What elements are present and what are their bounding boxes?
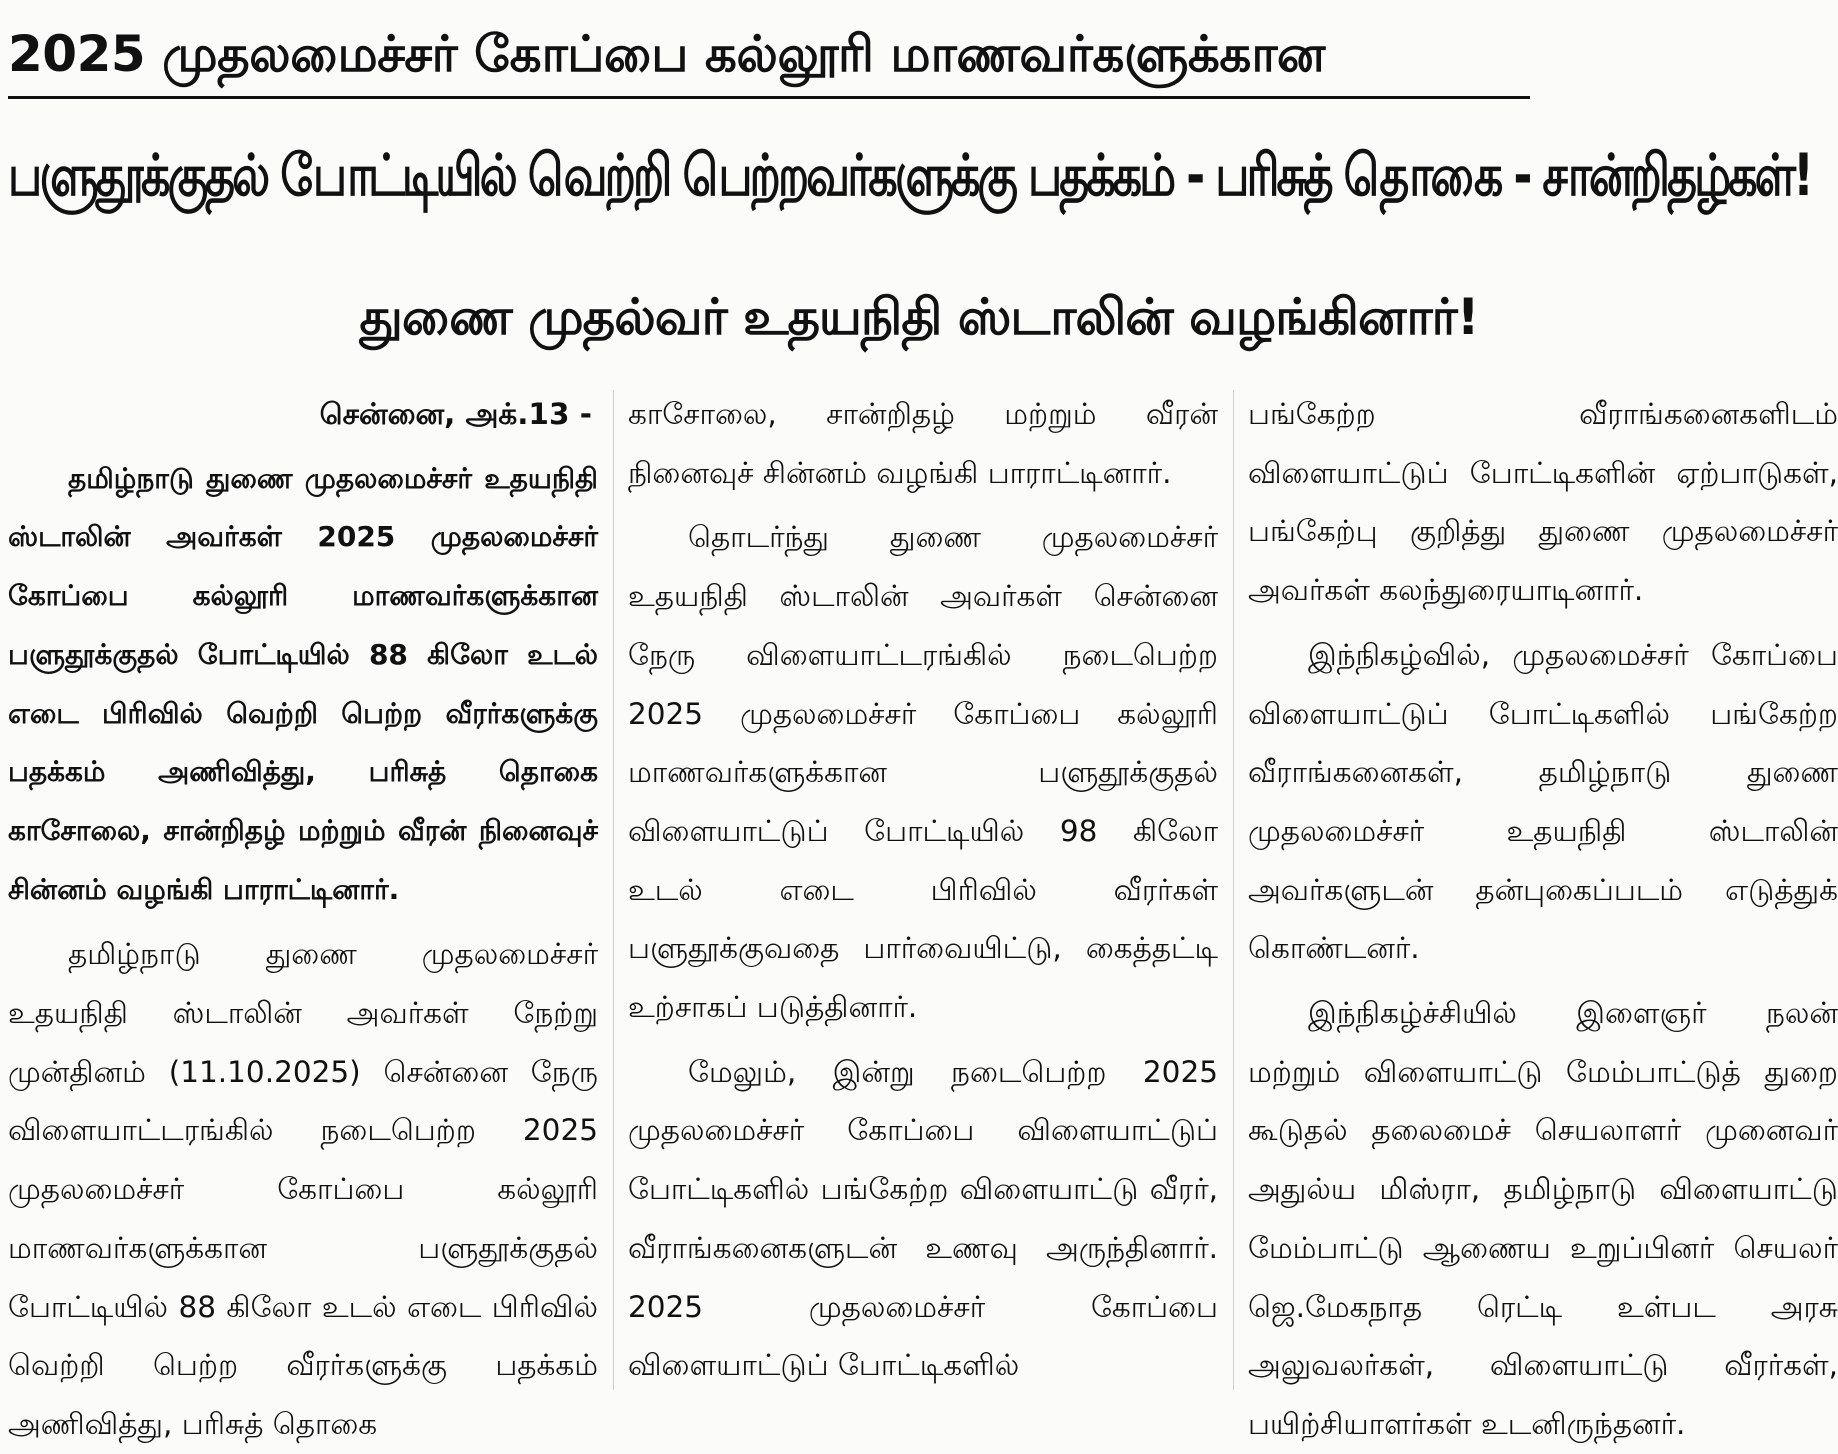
paragraph-3: மேலும், இன்று நடைபெற்ற 2025 முதலமைச்சர் கோப்பை விளையாட்டுப் போட்டிகளில் பங்கேற்ற விளையாட்டு வீரர், வீராங்கனைகளுடன் உணவு அருந்தினார். 2025 முதலமைச்சர் கோப்பை விளையாட்டுப் போட்டிகளில் (628, 1054, 1218, 1383)
paragraph-4: இந்நிகழ்வில், முதலமைச்சர் கோப்பை விளையாட்டுப் போட்டிகளில் பங்கேற்ற வீராங்கனைகள், தமிழ்நாடு துணை முதலமைச்சர் உதயநிதி ஸ்டாலின் அவர்களுடன் தன்புகைப்படம் எடுத்துக் கொண்டனர். (1248, 637, 1838, 966)
paragraph-1: தமிழ்நாடு துணை முதலமைச்சர் உதயநிதி ஸ்டாலின் அவர்கள் நேற்று முன்தினம் (11.10.2025) சென்னை நேரு விளையாட்டரங்கில் நடைபெற்ற 2025 முதலமைச்சர் கோப்பை கல்லூரி மாணவர்களுக்கான பளுதூக்குதல் போட்டியில் 88 கிலோ உடல் எடை பிரிவில் வெற்றி பெற்ற வீரர்களுக்கு பதக்கம் அணிவித்து, பரிசுத் தொகை (8, 937, 598, 1441)
article-column-3 (1248, 385, 1838, 1441)
headline-line-2: பளுதூக்குதல் போட்டியில் வெற்றி பெற்றவர்களுக்கு பதக்கம் - பரிசுத் தொகை - சான்றிதழ்கள்! (8, 141, 1811, 209)
headline-line-1: 2025 முதலமைச்சர் கோப்பை கல்லூரி மாணவர்களுக்கான (8, 25, 1325, 83)
column-divider-1 (613, 390, 614, 1390)
article-column-2 (628, 385, 1218, 1398)
article-column-1 (8, 385, 598, 1441)
paragraph-5: இந்நிகழ்ச்சியில் இளைஞர் நலன் மற்றும் விளையாட்டு மேம்பாட்டுத் துறை கூடுதல் தலைமைச் செயலாளர் முனைவர் அதுல்ய மிஸ்ரா, தமிழ்நாடு விளையாட்டு மேம்பாட்டு ஆணைய உறுப்பினர் செயலர் ஜெ.மேகநாத ரெட்டி உள்பட அரசு அலுவலர்கள், விளையாட்டு வீரர்கள், பயிற்சியாளர்கள் உடனிருந்தனர். (1248, 996, 1838, 1441)
headline-underline (8, 96, 1530, 99)
dateline: சென்னை, அக்.13 - (319, 397, 592, 431)
headline-line-3: துணை முதல்வர் உதயநிதி ஸ்டாலின் வழங்கினார்! (359, 288, 1479, 346)
paragraph-2: தொடர்ந்து துணை முதலமைச்சர் உதயநிதி ஸ்டாலின் அவர்கள் சென்னை நேரு விளையாட்டரங்கில் நடைபெற்ற 2025 முதலமைச்சர் கோப்பை கல்லூரி மாணவர்களுக்கான பளுதூக்குதல் விளையாட்டுப் போட்டியில் 98 கிலோ உடல் எடை பிரிவில் வீரர்கள் பளுதூக்குவதை பார்வையிட்டு, கைத்தட்டி உற்சாகப் படுத்தினார். (628, 520, 1218, 1025)
column-divider-2 (1233, 390, 1234, 1390)
lead-paragraph: தமிழ்நாடு துணை முதலமைச்சர் உதயநிதி ஸ்டாலின் அவர்கள் 2025 முதலமைச்சர் கோப்பை கல்லூரி மாணவர்களுக்கான பளுதூக்குதல் போட்டியில் 88 கிலோ உடல் எடை பிரிவில் வெற்றி பெற்ற வீரர்களுக்கு பதக்கம் அணிவித்து, பரிசுத் தொகை காசோலை, சான்றிதழ் மற்றும் வீரன் நினைவுச் சின்னம் வழங்கி பாராட்டினார். (8, 461, 598, 906)
paragraph-1-continued: காசோலை, சான்றிதழ் மற்றும் வீரன் நினைவுச் சின்னம் வழங்கி பாராட்டினார். (628, 397, 1218, 490)
paragraph-3-continued: பங்கேற்ற வீராங்கனைகளிடம் விளையாட்டுப் போட்டிகளின் ஏற்பாடுகள், பங்கேற்பு குறித்து துணை முதலமைச்சர் அவர்கள் கலந்துரையாடினார். (1248, 397, 1838, 608)
